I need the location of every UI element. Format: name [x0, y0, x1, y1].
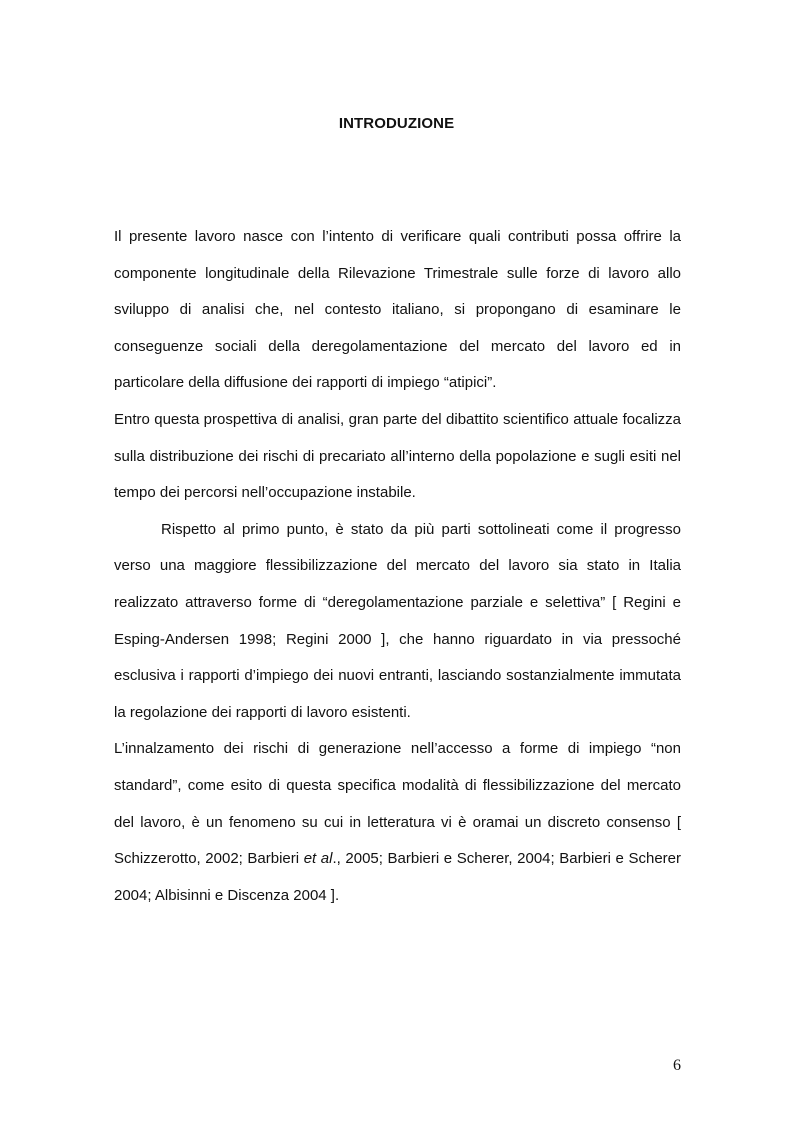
- page-number: 6: [673, 1057, 681, 1074]
- paragraph-4-text-start: L’innalzamento dei rischi di generazione nell’accesso a forme di impiego “non standard”, come esito di questa specifica modalità di flessibilizzazione del mercato del lavoro, è un fenomeno su cui in letteratura vi è oramai un discreto consenso [ Schizzerotto, 2002; Barbieri: [114, 740, 681, 868]
- paragraph-1: Il presente lavoro nasce con l’intento di verificare quali contributi possa offrire la componente longitudinale della Rilevazione Trimestrale sulle forze di lavoro allo sviluppo di analisi che, nel contesto italiano, si propongano di esaminare le conseguenze sociali della deregolamentazione del mercato del lavoro ed in particolare della diffusione dei rapporti di impiego “atipici”.: [114, 228, 681, 392]
- paragraph-4-italic: et al: [303, 850, 333, 868]
- paragraph-2: Entro questa prospettiva di analisi, gran parte del dibattito scientifico attuale focalizza sulla distribuzione dei rischi di precariato all’interno della popolazione e sugli esiti nel tempo dei percorsi nell’occupazione instabile.: [114, 410, 681, 502]
- body-text: [114, 219, 681, 914]
- paragraph-4: [114, 731, 681, 914]
- paragraph-4-text-end: ., 2005; Barbieri e Scherer, 2004; Barbieri e Scherer 2004; Albisinni e Discenza 2004 ].: [114, 850, 681, 904]
- paragraph-3: Rispetto al primo punto, è stato da più parti sottolineati come il progresso verso una maggiore flessibilizzazione del mercato del lavoro sia stato in Italia realizzato attraverso forme di “deregolamentazione parziale e selettiva” [ Regini e Esping-Andersen 1998; Regini 2000 ], che hanno riguardato in via pressoché esclusiva i rapporti d’impiego dei nuovi entranti, lasciando sostanzialmente immutata la regolazione dei rapporti di lavoro esistenti.: [114, 520, 681, 721]
- page-title: INTRODUZIONE: [338, 115, 455, 132]
